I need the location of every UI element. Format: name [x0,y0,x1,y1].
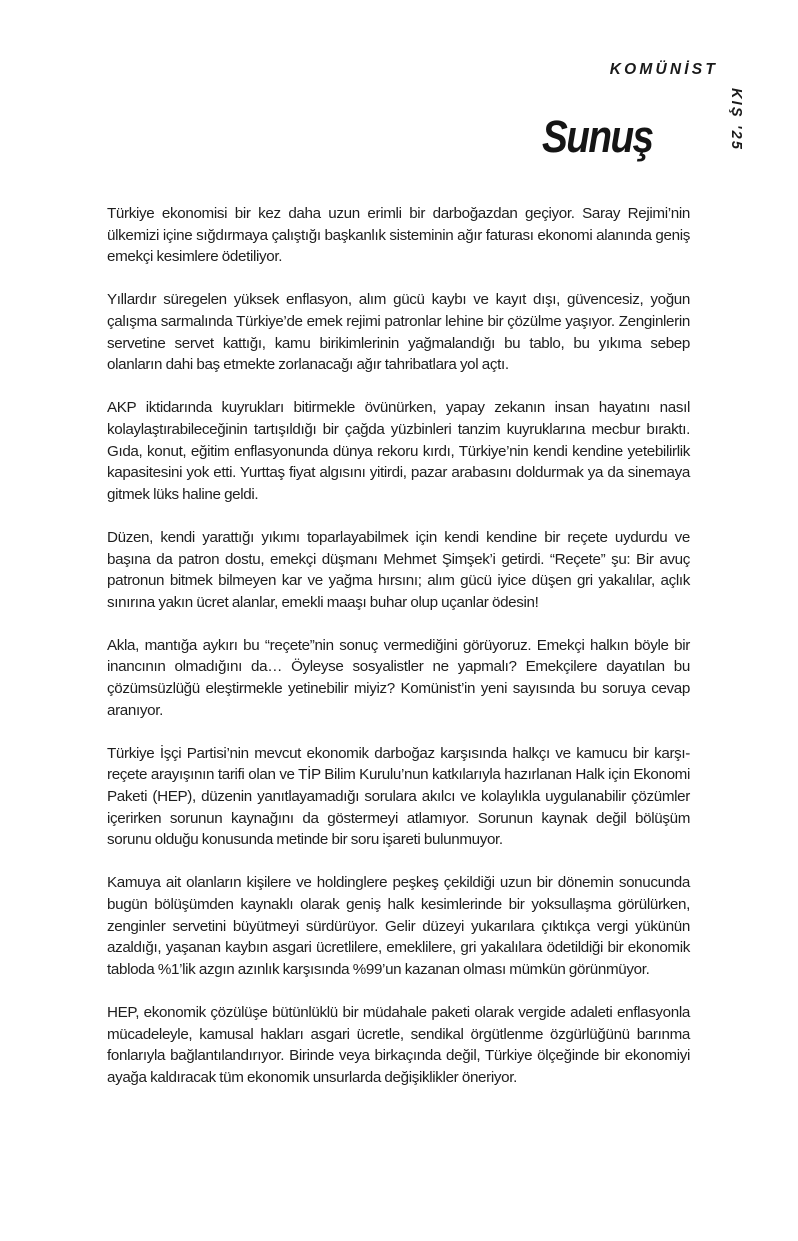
paragraph: Yıllardır süregelen yüksek enflasyon, alım gücü kaybı ve kayıt dışı, güvencesiz, yoğun çalışma sarmalında Türkiye’de emek rejimi patronlar lehine bir çözülme yaşıyor. Zenginlerin servetine servet kattığı, kamu birikimlerinin yağmalandığı bu tablo, bu yıkıma sebep olanların dahi baş etmekte zorlanacağı ağır tahribatlara yol açtı. [107,291,690,374]
paragraph: Türkiye İşçi Partisi’nin mevcut ekonomik darboğaz karşısında halkçı ve kamucu bir karşı-reçete arayışının tarifi olan ve TİP Bilim Kurulu’nun katkılarıyla hazırlanan Halk için Ekonomi Paketi (HEP), düzenin yanıtlayamadığı sorulara akılcı ve kolaylıkla uygulanabilir çözümler içerirken sorunun kaynağını da göstermeyi atlamıyor. Sorunun kaynak değil bölüşüm sorunu olduğu konusunda metinde bir soru işareti bulunmuyor. [107,744,690,849]
magazine-name: KOMÜNİST [609,61,718,78]
paragraph: AKP iktidarında kuyrukları bitirmekle övünürken, yapay zekanın insan hayatını nasıl kolaylaştırabileceğinin tartışıldığı bir çağda yüzbinleri tanzim kuyruklarına mecbur bıraktı. Gıda, konut, eğitim enflasyonunda dünya rekoru kırdı, Türkiye’nin kendi kendine yetebilirlik kapasitesini yok etti. Yurttaş fiyat algısını yitirdi, pazar arabasını doldurmak ya da sinemaya gitmek lüks haline geldi. [107,399,690,503]
paragraph: Akla, mantığa aykırı bu “reçete”nin sonuç vermediğini görüyoruz. Emekçi halkın böyle bir inancının olmadığını da… Öyleyse sosyalistler ne yapmalı? Emekçilere dayatılan bu çözümsüzlüğü eleştirmekle yetinebilir miyiz? Komünist’in yeni sayısında bu soruya cevap aranıyor. [107,636,690,719]
paragraph: Türkiye ekonomisi bir kez daha uzun erimli bir darboğazdan geçiyor. Saray Rejimi’nin ülkemizi içine sığdırmaya çalıştığı başkanlık sisteminin ağır faturası ekonomi alanında geniş emekçi kesimlere ödetiliyor. [107,205,690,266]
page-title: Sunuş [542,111,653,162]
paragraph: Düzen, kendi yarattığı yıkımı toparlayabilmek için kendi kendine bir reçete uydurdu ve başına da patron dostu, emekçi düşmanı Mehmet Şimşek’i getirdi. “Reçete” şu: Bir avuç patronun bitmek bilmeyen kar ve yağma hırsını; alım gücü iyice düşen gri yakalılar, açlık sınırına yakın ücret alanlar, emekli maaşı buhar olup uçanlar ödesin! [107,528,690,611]
paragraph: HEP, ekonomik çözülüşe bütünlüklü bir müdahale paketi olarak vergide adaleti enflasyonla mücadeleyle, kamusal hakları asgari ücretle, sendikal örgütlenme özgürlüğünü barınma fonlarıyla bağlantılandırıyor. Birinde veya birkaçında değil, Türkiye ölçeğinde bir ekonomiyi ayağa kaldıracak tüm ekonomik unsurlarda değişiklikler öneriyor. [107,1003,690,1086]
issue-label: KIŞ '25 [728,88,744,152]
paragraph: Kamuya ait olanların kişilere ve holdinglere peşkeş çekildiği uzun bir dönemin sonucunda bugün bölüşümden kaynaklı olarak geniş halk kesimlerinde bir yoksullaşma görülürken, zenginler servetini büyütmeyi sürdürüyor. Gelir düzeyi yukarılara çıktıkça vergi yükünün azaldığı, yaşanan kaybın asgari ücretlilere, emeklilere, gri yakalılara ödetildiği bir ekonomik tabloda %1’lik azgın azınlık karşısında %99’un kazanan olması mümkün görünmüyor. [107,874,690,978]
article-body [107,203,690,1110]
